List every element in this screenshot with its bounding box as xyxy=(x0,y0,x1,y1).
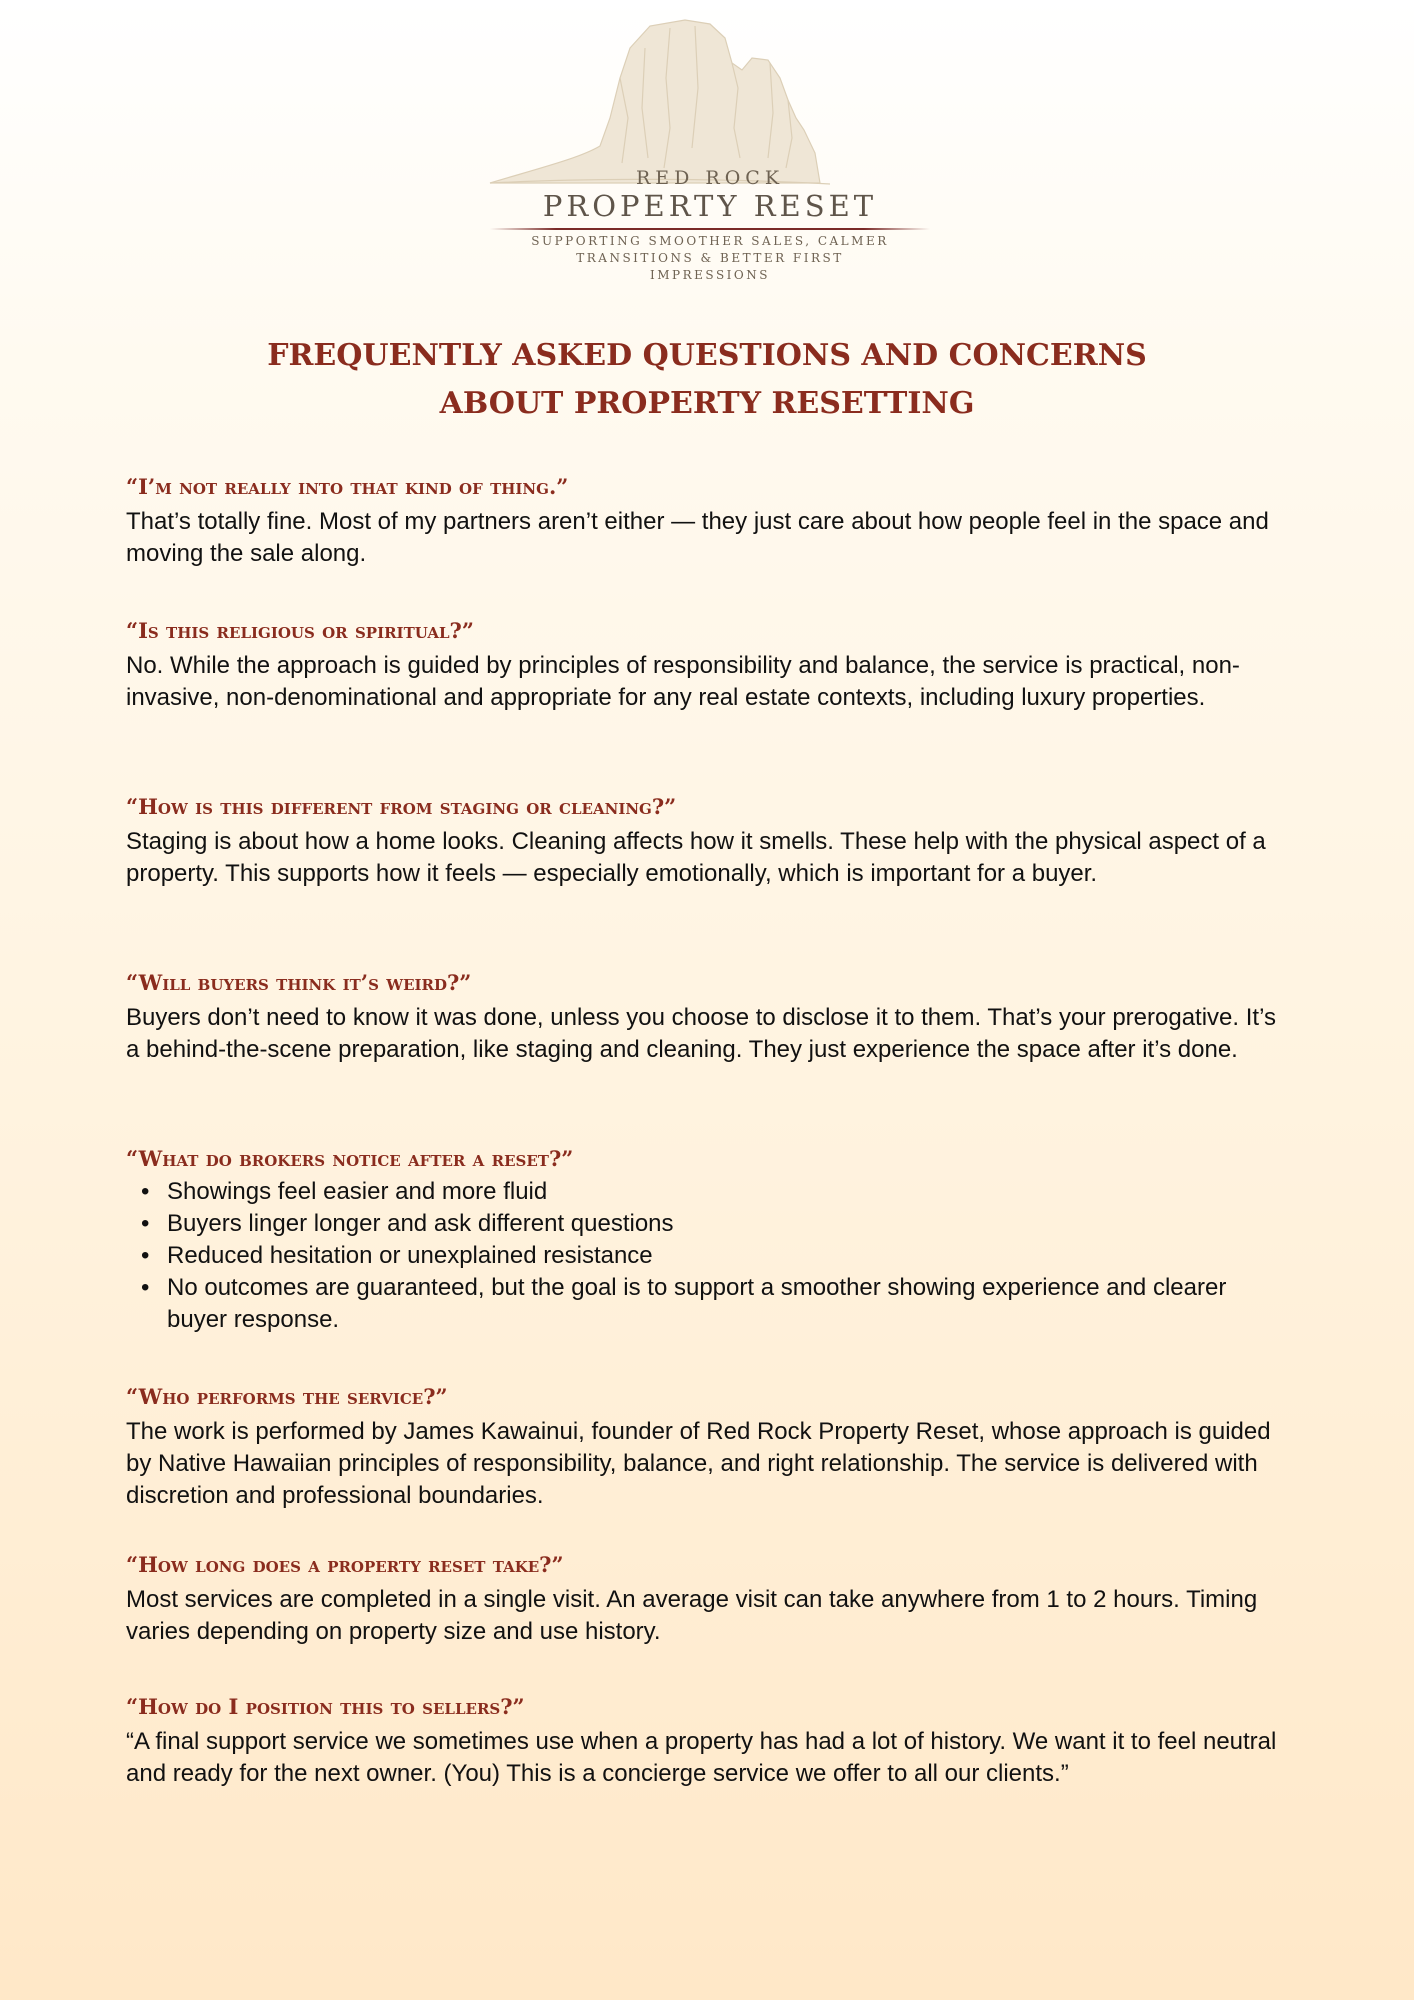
faq-question: “How do I position this to sellers?” xyxy=(126,1694,525,1719)
list-item-text: Reduced hesitation or unexplained resistance xyxy=(167,1242,653,1269)
faq-item-religious xyxy=(126,616,1286,714)
list-item-text: Buyers linger longer and ask different questions xyxy=(167,1210,674,1237)
faq-answer: “A final support service we sometimes use when a property has had a lot of history. We want it to feel neutral and ready for the next owner. (You) This is a concierge service we offer to all our clients.” xyxy=(126,1728,1277,1787)
faq-question: “What do brokers notice after a reset?” xyxy=(126,1146,574,1171)
faq-question: “I’m not really into that kind of thing.” xyxy=(126,474,569,499)
red-rock-formation-icon xyxy=(470,18,950,268)
list-item: • No outcomes are guaranteed, but the goal is to support a smoother showing experience and clearer buyer response. xyxy=(141,1274,1227,1333)
faq-answer: Staging is about how a home looks. Cleaning affects how it smells. These help with the physical aspect of a property. This supports how it feels — especially emotionally, which is important for a buyer. xyxy=(126,828,1266,887)
faq-answer: The work is performed by James Kawainui, founder of Red Rock Property Reset, whose approach is guided by Native Hawaiian principles of responsibility, balance, and right relationship. The service is delivered with discretion and professional boundaries. xyxy=(126,1418,1271,1509)
faq-answer: That’s totally fine. Most of my partners aren’t either — they just care about how people feel in the space and moving the sale along. xyxy=(126,508,1269,567)
faq-bullet-list xyxy=(126,1176,1286,1336)
faq-answer: No. While the approach is guided by principles of responsibility and balance, the service is practical, non-invasive, non-denominational and appropriate for any real estate contexts, including luxury properties. xyxy=(126,652,1240,711)
list-item: • Buyers linger longer and ask different questions xyxy=(141,1210,674,1237)
page-title xyxy=(0,332,1414,428)
page-title-line1: FREQUENTLY ASKED QUESTIONS AND CONCERNS xyxy=(267,338,1147,373)
list-item-text: No outcomes are guaranteed, but the goal is to support a smoother showing experience and clearer buyer response. xyxy=(167,1274,1227,1333)
brand-name-line2: PROPERTY RESET xyxy=(542,189,878,223)
faq-item-staging-difference xyxy=(126,792,1286,890)
page-title-line2: ABOUT PROPERTY RESETTING xyxy=(439,386,975,421)
faq-answer: Buyers don’t need to know it was done, unless you choose to disclose it to them. That’s your prerogative. It’s a behind-the-scene preparation, like staging and cleaning. They just experience the space after it’s done. xyxy=(126,1004,1276,1063)
faq-question: “Will buyers think it’s weird?” xyxy=(126,970,472,995)
faq-item-position-to-sellers xyxy=(126,1692,1286,1790)
list-item: • Reduced hesitation or unexplained resistance xyxy=(141,1242,653,1269)
list-item-text: Showings feel easier and more fluid xyxy=(167,1178,548,1205)
faq-question: “How long does a property reset take?” xyxy=(126,1552,564,1577)
faq-item-buyers-weird xyxy=(126,968,1286,1066)
brand-divider xyxy=(490,228,930,230)
faq-item-not-into-it xyxy=(126,472,1286,570)
faq-item-who-performs xyxy=(126,1382,1286,1512)
faq-answer: Most services are completed in a single visit. An average visit can take anywhere from 1 to 2 hours. Timing varies depending on property size and use history. xyxy=(126,1586,1258,1645)
faq-question: “Who performs the service?” xyxy=(126,1384,448,1409)
brand-tagline: SUPPORTING SMOOTHER SALES, CALMER TRANSITIONS & BETTER FIRST IMPRESSIONS xyxy=(531,234,889,282)
faq-item-how-long xyxy=(126,1550,1286,1648)
faq-question: “How is this different from staging or cleaning?” xyxy=(126,794,677,819)
faq-item-brokers-notice xyxy=(126,1144,1286,1336)
faq-question: “Is this religious or spiritual?” xyxy=(126,618,474,643)
brand-name-line1: RED ROCK xyxy=(635,167,785,189)
brand-logo xyxy=(470,18,950,286)
list-item: • Showings feel easier and more fluid xyxy=(141,1178,548,1205)
